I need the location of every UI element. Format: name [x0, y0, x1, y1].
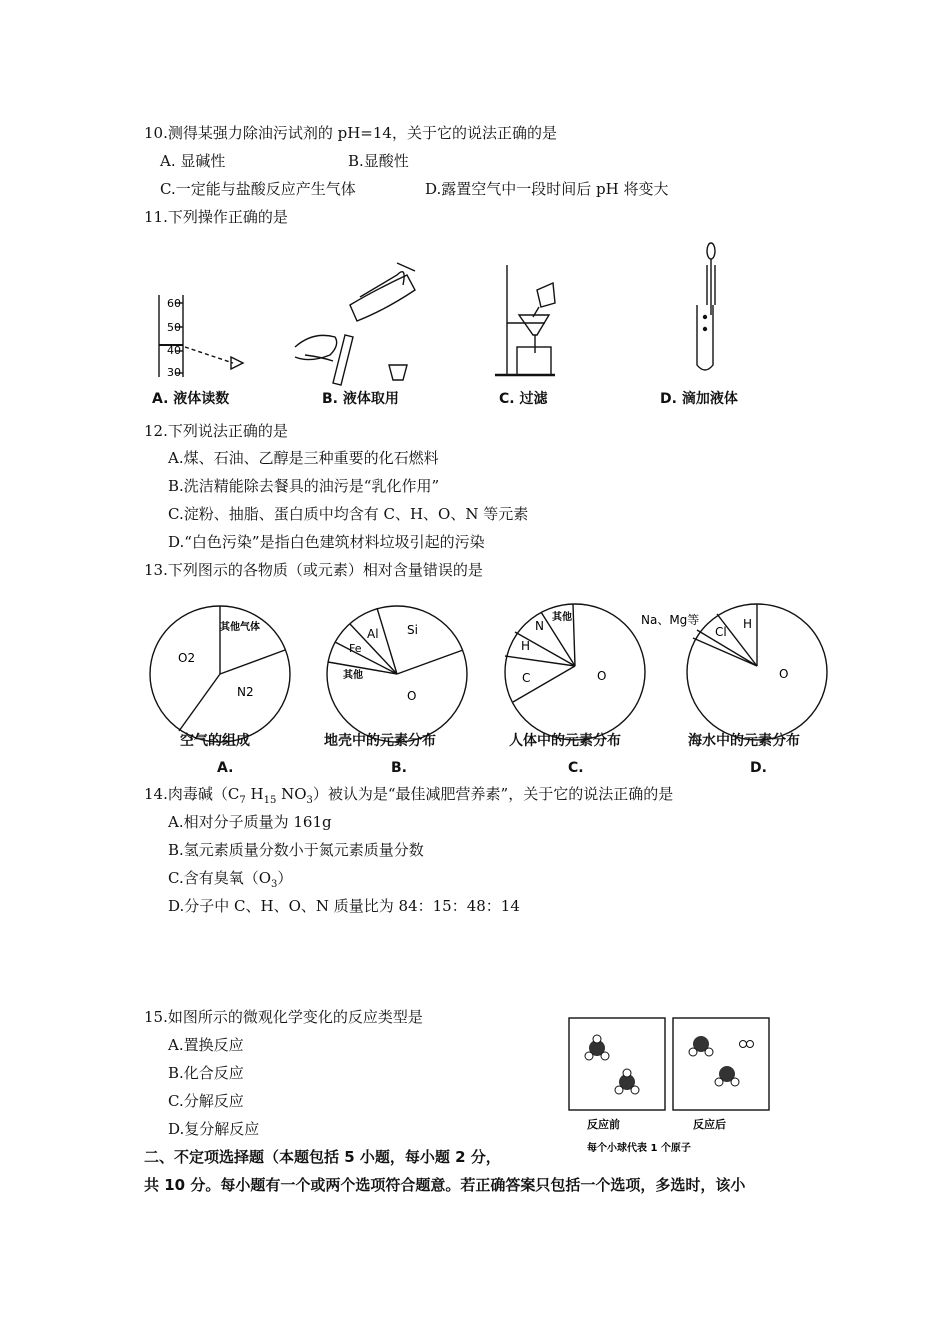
pie-c-label-other: 其他	[552, 612, 572, 623]
pie-b-label-o: O	[407, 689, 417, 703]
q11-operation-figures	[145, 235, 765, 410]
q14-sub-c: 7	[239, 795, 246, 806]
q10-option-b: B.显酸性	[348, 152, 409, 170]
pie-a-label-other: 其他气体	[220, 622, 260, 633]
q11-stem: 11.下列操作正确的是	[144, 208, 288, 226]
after-molecule-1	[689, 1036, 713, 1056]
before-box	[569, 1018, 665, 1110]
after-molecule-2	[715, 1066, 739, 1086]
pie-b-label-al: Al	[367, 627, 379, 641]
q15-option-d: D.复分解反应	[168, 1120, 260, 1138]
cylinder-tick-60: 60	[167, 297, 181, 310]
q10-stem: 10.测得某强力除油污试剂的 pH=14，关于它的说法正确的是	[144, 124, 557, 142]
q14-option-a: A.相对分子质量为 161g	[168, 813, 332, 831]
pie-c-title: 人体中的元素分布	[509, 733, 621, 749]
pie-a-letter: A.	[217, 760, 234, 776]
q14-option-c-pre: C.含有臭氧（O	[168, 869, 272, 887]
q15-option-a: A.置换反应	[168, 1036, 244, 1054]
q15-option-b: B.化合反应	[168, 1064, 244, 1082]
q14-option-b: B.氢元素质量分数小于氮元素质量分数	[168, 841, 424, 859]
q11-caption-c: C. 过滤	[499, 391, 548, 407]
pie-b-label-other: 其他	[343, 670, 363, 681]
pie-b-letter: B.	[391, 760, 407, 776]
pie-c-label-c: C	[522, 671, 531, 685]
pie-a-label-o2: O2	[178, 651, 196, 665]
q14-option-c	[168, 868, 292, 895]
pie-b-label-fe: Fe	[349, 642, 362, 655]
q12-stem: 12.下列说法正确的是	[144, 422, 288, 440]
reaction-legend: 每个小球代表 1 个原子	[587, 1143, 691, 1154]
liquid-pouring-figure	[295, 263, 415, 385]
q14-option-d: D.分子中 C、H、O、N 质量比为 84：15：48：14	[168, 897, 520, 915]
q12-option-d: D.“白色污染”是指白色建筑材料垃圾引起的污染	[168, 533, 485, 551]
pie-a-label-n2: N2	[237, 685, 254, 699]
q13-stem: 13.下列图示的各物质（或元素）相对含量错误的是	[144, 561, 483, 579]
q11-caption-a: A. 液体读数	[152, 391, 230, 407]
cylinder-tick-30: 30	[167, 366, 181, 379]
pie-c-letter: C.	[568, 760, 584, 776]
q15-stem: 15.如图所示的微观化学变化的反应类型是	[144, 1008, 423, 1026]
q12-option-c: C.淀粉、抽脂、蛋白质中均含有 C、H、O、N 等元素	[168, 505, 529, 523]
pie-d-letter: D.	[750, 760, 767, 776]
q15-option-c: C.分解反应	[168, 1092, 244, 1110]
q10-option-a: A. 显碱性	[160, 152, 226, 170]
q15-reaction-figure	[565, 1014, 775, 1164]
cylinder-tick-50: 50	[167, 321, 181, 334]
q11-figure-svg	[145, 235, 765, 410]
filtration-figure	[495, 265, 555, 375]
q14-stem-pre: 14.肉毒碱（C	[144, 785, 240, 803]
pie-d-label-na-mg: Na、Mg等	[641, 613, 700, 627]
q14-sub-o: 3	[306, 795, 313, 806]
dropper-figure	[697, 243, 715, 370]
pie-c-label-n: N	[535, 619, 544, 633]
pie-d-title: 海水中的元素分布	[688, 733, 800, 749]
q12-option-b: B.洗洁精能除去餐具的油污是“乳化作用”	[168, 477, 440, 495]
q14-stem-mid2: NO	[276, 785, 307, 803]
pie-b-label-si: Si	[407, 623, 418, 637]
q14-stem-mid1: H	[245, 785, 264, 803]
q14-stem-post: ）被认为是“最佳减肥营养素”，关于它的说法正确的是	[312, 785, 674, 803]
section2-line1: 二、不定项选择题（本题包括 5 小题，每小题 2 分，	[144, 1148, 501, 1166]
q14-option-c-post: ）	[277, 869, 293, 887]
q15-reaction-svg	[565, 1014, 775, 1164]
cylinder-tick-40: 40	[167, 344, 181, 357]
q11-caption-d: D. 滴加液体	[660, 391, 738, 407]
before-molecule-2	[615, 1069, 639, 1094]
q12-option-a: A.煤、石油、乙醇是三种重要的化石燃料	[168, 449, 439, 467]
pie-a-title: 空气的组成	[180, 733, 250, 749]
before-label: 反应前	[587, 1118, 620, 1131]
q14-stem	[144, 784, 673, 811]
after-label: 反应后	[693, 1118, 726, 1131]
section2-line2: 共 10 分。每小题有一个或两个选项符合题意。若正确答案只包括一个选项，多选时，该小	[144, 1176, 746, 1194]
q11-caption-b: B. 液体取用	[322, 391, 399, 407]
pie-c-label-o: O	[597, 669, 607, 683]
q14-option-c-sub: 3	[271, 879, 278, 890]
q10-option-d: D.露置空气中一段时间后 pH 将变大	[425, 180, 669, 198]
pie-b-title: 地壳中的元素分布	[324, 733, 436, 749]
pie-d-label-o: O	[779, 667, 789, 681]
pie-d-label-h: H	[743, 617, 753, 631]
pie-c-label-h: H	[521, 639, 531, 653]
q14-sub-h: 15	[263, 795, 277, 806]
after-molecule-h2	[740, 1041, 754, 1048]
q10-option-c: C.一定能与盐酸反应产生气体	[160, 180, 356, 198]
after-box	[673, 1018, 769, 1110]
pie-seawater	[687, 604, 827, 740]
before-molecule-1	[585, 1035, 609, 1060]
pie-d-label-cl: Cl	[715, 625, 727, 639]
